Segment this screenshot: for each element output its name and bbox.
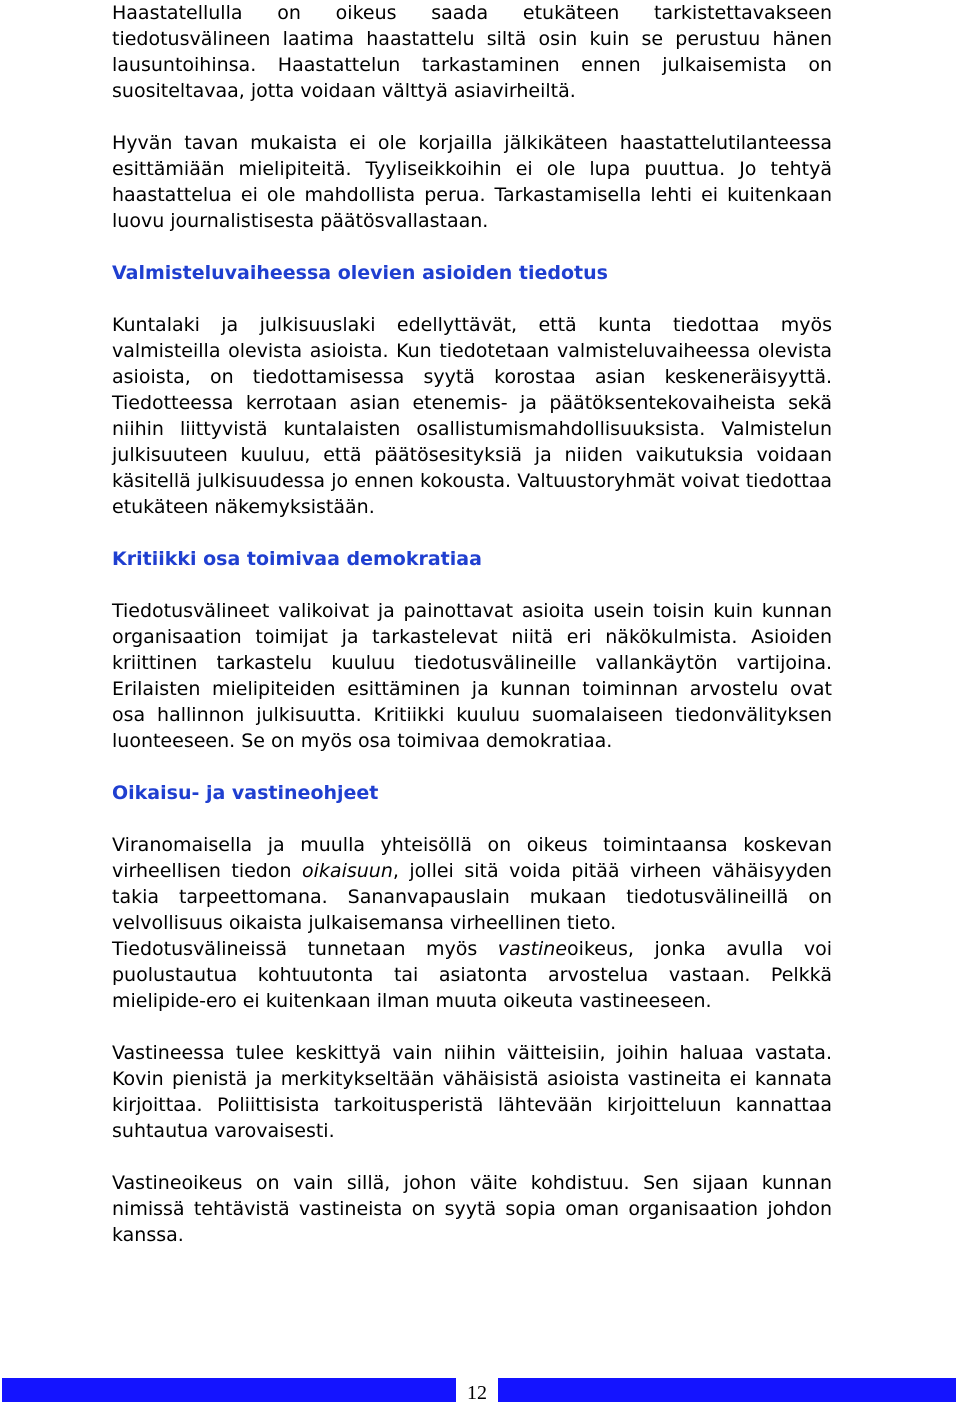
section-heading-preparation: Valmisteluvaiheessa olevien asioiden tiedotus (112, 262, 608, 284)
paragraph-reply-right (112, 936, 832, 1014)
emphasis-oikaisuun: oikaisuun (302, 860, 393, 882)
section-heading-criticism: Kritiikki osa toimivaa demokratiaa (112, 548, 482, 570)
document-body (112, 0, 832, 1248)
paragraph-reply-ownership: Vastineoikeus on vain sillä, johon väite kohdistuu. Sen sijaan kunnan nimissä tehtävistä vastineista on syytä sopia oman organisaation johdon kanssa. (112, 1172, 832, 1246)
page-footer (0, 1375, 960, 1405)
footer-bar-right (498, 1378, 956, 1402)
footer-bar-left (2, 1378, 456, 1402)
page-number: 12 (467, 1382, 487, 1404)
text-segment: Viranomaisella ja muulla yhteisöllä on oikeus toimintaansa koskevan virheellisen tiedon (112, 834, 832, 882)
paragraph-correction-right (112, 832, 832, 936)
paragraph-interview-ethics: Hyvän tavan mukaista ei ole korjailla jälkikäteen haastattelutilanteessa esittämiään mielipiteitä. Tyyliseikkoihin ei ole lupa puuttua. Jo tehtyä haastattelua ei ole mahdollista perua. Tarkastamisella lehti ei kuitenkaan luovu journalistisesta päätösvallastaan. (112, 132, 832, 232)
paragraph-preparation: Kuntalaki ja julkisuuslaki edellyttävät, että kunta tiedottaa myös valmisteilla olevista asioista. Kun tiedotetaan valmisteluvaiheessa olevista asioista, on tiedottamisessa syytä korostaa asian keskeneräisyyttä. Tiedotteessa kerrotaan asian etenemis- ja päätöksentekovaiheista sekä niihin liittyvistä kuntalaisten osallistumismahdollisuuksista. Valmistelun julkisuuteen kuuluu, että päätösesityksiä ja niiden vaikutuksia voidaan käsitellä julkisuudessa jo ennen kokousta. Valtuustoryhmät voivat tiedottaa etukäteen näkemyksistään. (112, 314, 832, 518)
section-heading-corrections: Oikaisu- ja vastineohjeet (112, 782, 379, 804)
text-segment: , jollei sitä voida pitää virheen vähäisyyden takia tarpeettomana. Sananvapauslain mukaan tiedotusvälineillä on velvollisuus oikaista julkaisemansa virheellinen tieto. (112, 860, 832, 934)
text-segment: oikeus, jonka avulla voi puolustautua kohtuutonta tai asiatonta arvostelua vastaan. Pelkkä mielipide-ero ei kuitenkaan ilman muuta oikeuta vastineeseen. (112, 938, 832, 1012)
paragraph-criticism: Tiedotusvälineet valikoivat ja painottavat asioita usein toisin kuin kunnan organisaation toimijat ja tarkastelevat niitä eri näkökulmista. Asioiden kriittinen tarkastelu kuuluu tiedotusvälineille vallankäytön vartijoina. Erilaisten mielipiteiden esittäminen ja kunnan toiminnan arvostelu ovat osa hallinnon julkisuutta. Kritiikki kuuluu suomalaiseen tiedonvälityksen luonteeseen. Se on myös osa toimivaa demokratiaa. (112, 600, 832, 752)
emphasis-vastine: vastine (497, 938, 568, 960)
paragraph-reply-focus: Vastineessa tulee keskittyä vain niihin väitteisiin, joihin haluaa vastata. Kovin pienistä ja merkitykseltään vähäisistä asioista vastineita ei kannata kirjoittaa. Poliittisista tarkoitusperistä lähtevään kirjoitteluun kannattaa suhtautua varovaisesti. (112, 1042, 832, 1142)
paragraph-interview-review: Haastatellulla on oikeus saada etukäteen tarkistettavakseen tiedotusvälineen laatima haastattelu siltä osin kuin se perustuu hänen lausuntoihinsa. Haastattelun tarkastaminen ennen julkaisemista on suositeltavaa, jotta voidaan välttyä asiavirheiltä. (112, 2, 832, 102)
text-segment: Tiedotusvälineissä tunnetaan myös (112, 938, 498, 960)
